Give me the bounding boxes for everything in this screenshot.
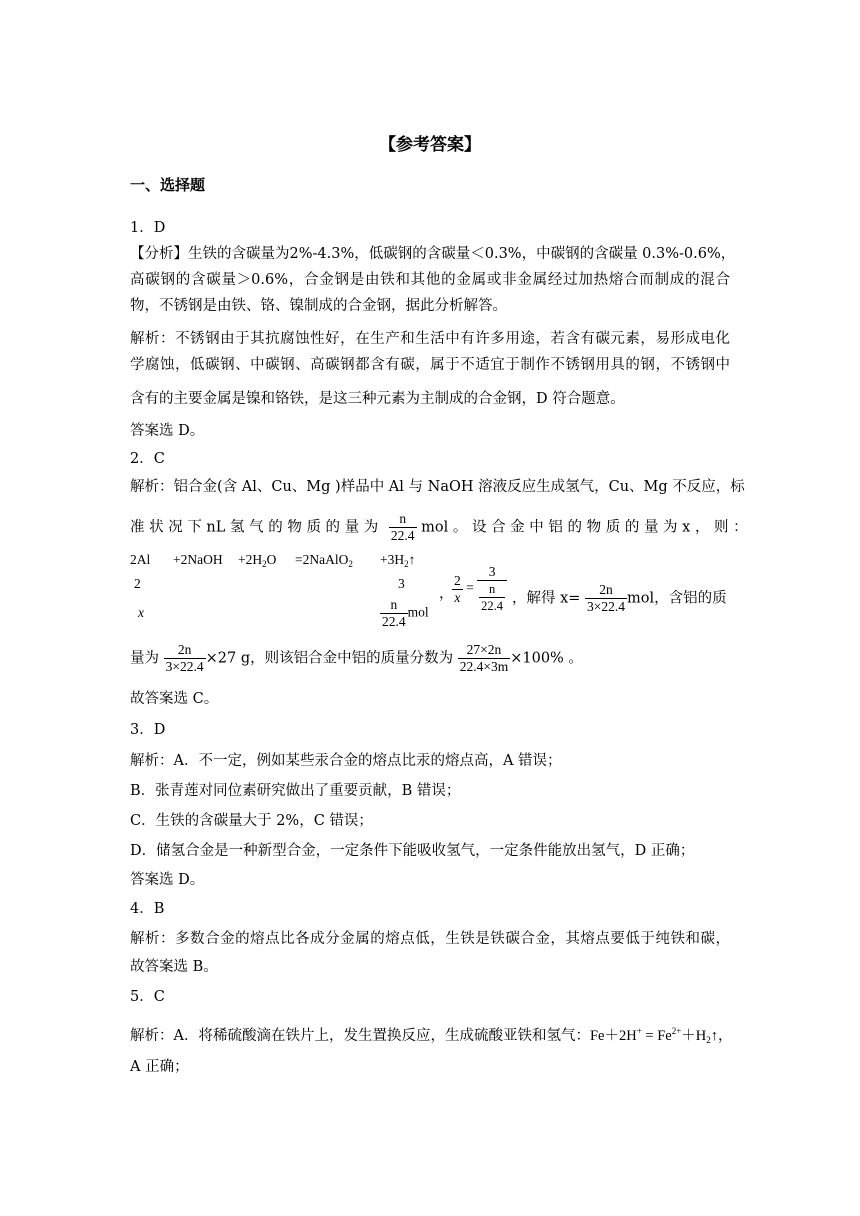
fraction-numerator: 27×2n [466, 642, 502, 657]
section-heading: 一、选择题 [130, 176, 206, 194]
q2-answer: 故答案选 C。 [130, 691, 219, 707]
q3-answer: 答案选 D。 [130, 872, 205, 888]
eq-naoh: +2NaOH [173, 552, 223, 567]
q1-analysis-line: 物，不锈钢是由铁、铬、镍制成的合金钢，据此分析解答。 [130, 298, 507, 314]
q1-explain-line: 含有的主要金属是镍和铬铁，是这三种元素为主制成的合金钢，D 符合题意。 [130, 391, 625, 407]
q4-explain-line: 故答案选 B。 [130, 959, 218, 975]
q1-number: 1．D [130, 220, 166, 236]
fraction-denominator: $\frac{n}{22.4}$ [477, 580, 507, 614]
q2-mole-text-tail: mol 。 设 合 金 中 铝 的 物 质 的 量 为 x ， 则 ： [421, 519, 748, 536]
fraction-denominator: 22.4×3m [459, 659, 509, 674]
eq-h2o: $+2H_2O$ [238, 552, 277, 569]
fraction-denominator: 22.4 [390, 528, 415, 543]
fraction-numerator: 2 [454, 572, 461, 588]
ratio-equation [452, 564, 507, 614]
eq-coef-al: 2 [134, 576, 141, 591]
q2-mole-fraction [389, 511, 417, 544]
fraction-numerator: 3 [488, 564, 496, 579]
eq-var-x: x [138, 605, 144, 620]
q1-analysis-line: 高碳钢的含碳量＞0.6%，合金钢是由铁和其他的金属或非金属经过加热熔合而制成的混合 [130, 272, 730, 288]
q3-number: 3．D [130, 722, 166, 738]
q2-mass-line: 量为 $\frac{2n}{3\times 22.4}$ ×27 g，则该铝合金中铝的质量分数为 $\frac{27\times 2n}{22.4\times 3m}$ ×100% 。 [130, 642, 583, 674]
q5-explain-line: 解析：A．将稀硫酸滴在铁片上，发生置换反应，生成硫酸亚铁和氢气：$Fe+2H^+ = Fe^{2+}+H_2↑$， [130, 1026, 733, 1045]
up-arrow-icon: ↑ [408, 552, 416, 567]
q2-explain-line: 解析：铝合金(含 Al、Cu、Mg )样品中 Al 与 NaOH 溶液反应生成氢气，Cu、Mg 不反应，标 [130, 479, 745, 495]
fraction-denominator: 3×22.4 [587, 599, 626, 614]
fraction-numerator: 2n [177, 642, 192, 657]
q3-option-line: B．张青莲对同位素研究做出了重要贡献，B 错误； [130, 783, 461, 799]
solve-text: ，解得 x= $\frac{2n}{3\times 22.4}$ mol，含铝的质 [512, 582, 727, 614]
eq-h2: $+3H_2↑$ [380, 552, 416, 569]
q4-number: 4．B [130, 901, 165, 917]
mass-fraction [164, 642, 206, 675]
q5-explain-line: A 正确； [130, 1059, 189, 1075]
fraction-denominator: 22.4 [382, 614, 406, 629]
mol-unit: mol [407, 604, 429, 620]
percent-fraction [458, 642, 511, 675]
q4-explain-line: 解析：多数合金的熔点比各成分金属的熔点低，生铁是铁碳合金，其熔点要低于纯铁和碳， [130, 931, 730, 947]
q1-explain-line: 学腐蚀，低碳钢、中碳钢、高碳钢都含有碳，属于不适宜于制作不锈钢用具的钢，不锈钢中 [130, 357, 730, 373]
eq-comma: ， [439, 586, 454, 602]
q3-option-line: D．储氢合金是一种新型合金，一定条件下能吸收氢气，一定条件能放出氢气，D 正确； [130, 843, 695, 859]
ratio-equals: = [466, 580, 474, 596]
q1-answer: 答案选 D。 [130, 423, 205, 439]
fraction-numerator: n [399, 511, 407, 526]
page-title: 【参考答案】 [379, 135, 481, 155]
q5-number: 5．C [130, 989, 165, 1005]
eq-n-mol [380, 597, 429, 630]
q2-number: 2．C [130, 451, 165, 467]
fraction-numerator: n [390, 597, 398, 612]
eq-al: 2Al [130, 552, 151, 567]
fraction-denominator: x [452, 589, 463, 606]
ionic-equation: $Fe+2H^+ = Fe^{2+}+H_2↑$， [589, 1026, 733, 1045]
q2-mole-line [130, 511, 748, 551]
eq-coef-h2: 3 [398, 576, 405, 591]
fraction-numerator: 2n [599, 582, 613, 597]
eq-naalo2: =2NaAlO$_2$ [295, 552, 353, 569]
q2-mole-text: 准 状 况 下 nL 氢 气 的 物 质 的 量 为 [130, 519, 379, 536]
q1-analysis-line: 【分析】生铁的含碳量为2%-4.3%，低碳钢的含碳量＜0.3%，中碳钢的含碳量 0.3%-0.6%， [130, 246, 736, 262]
q3-option-line: 解析：A．不一定，例如某些汞合金的熔点比汞的熔点高，A 错误； [130, 753, 562, 769]
q3-option-line: C．生铁的含碳量大于 2%，C 错误； [130, 813, 373, 829]
fraction-denominator: 3×22.4 [165, 659, 204, 674]
q1-explain-line: 解析：不锈钢由于其抗腐蚀性好，在生产和生活中有许多用途，若含有碳元素，易形成电化 [130, 331, 730, 347]
